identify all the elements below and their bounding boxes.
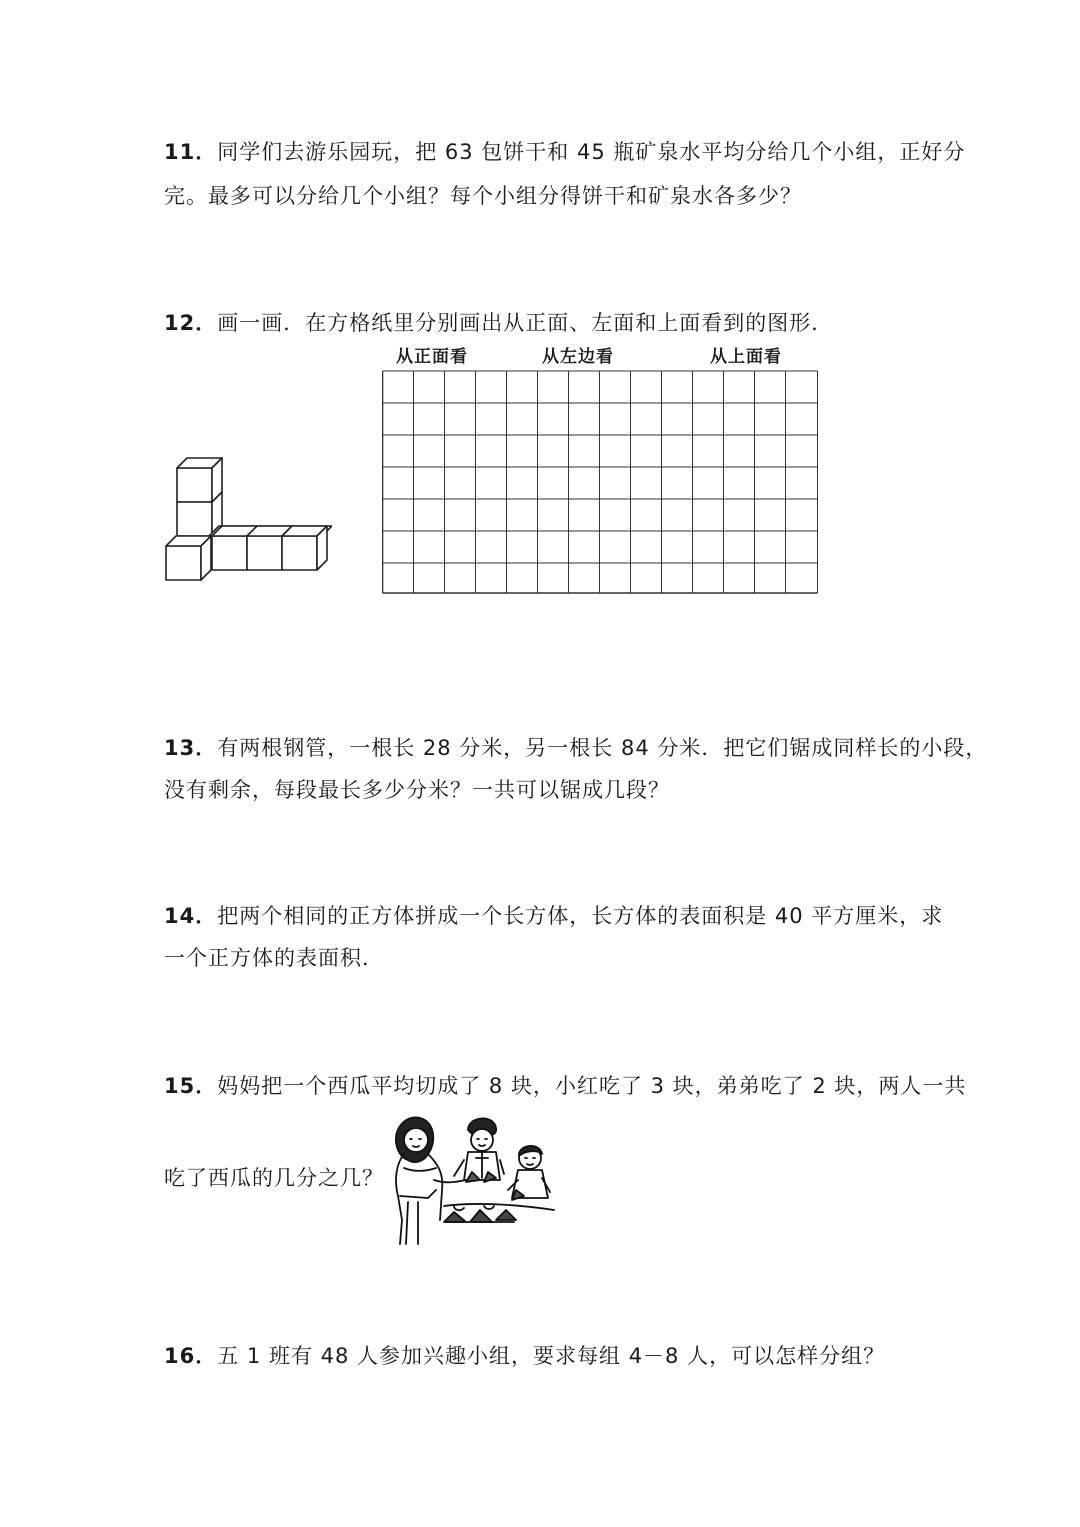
q14-number: 14． [164, 904, 218, 928]
q15-line-2: 吃了西瓜的几分之几？ [164, 1166, 384, 1190]
q13-line-1 [164, 733, 987, 763]
q13-text-1: 有两根钢管，一根长 28 分米，另一根长 84 分米．把它们锯成同样长的小段， [217, 736, 988, 760]
label-front-view: 从正面看 [396, 347, 468, 367]
q12-number: 12． [164, 311, 218, 335]
q14-line-2: 一个正方体的表面积． [164, 946, 384, 970]
q14-line-1 [164, 901, 943, 931]
q11-line-1 [164, 137, 965, 167]
q11-number: 11． [164, 140, 218, 164]
q12-text-1: 画一画．在方格纸里分别画出从正面、左面和上面看到的图形． [217, 311, 834, 335]
q12-line-1 [164, 308, 833, 338]
label-top-view: 从上面看 [710, 347, 782, 367]
q16-text-1: 五 1 班有 48 人参加兴趣小组，要求每组 4－8 人，可以怎样分组？ [217, 1344, 886, 1368]
q16-line-1 [164, 1341, 885, 1371]
label-left-view: 从左边看 [542, 347, 614, 367]
q15-text-1: 妈妈把一个西瓜平均切成了 8 块，小红吃了 3 块，弟弟吃了 2 块，两人一共 [217, 1074, 967, 1098]
drawing-grid-area [382, 340, 822, 600]
q11-text-1: 同学们去游乐园玩，把 63 包饼干和 45 瓶矿泉水平均分给几个小组，正好分 [217, 140, 966, 164]
family-eating-watermelon-illustration [384, 1110, 556, 1250]
square-grid-paper[interactable] [382, 368, 822, 598]
cube-stack-figure [160, 450, 332, 586]
q15-line-1 [164, 1071, 966, 1101]
q15-number: 15． [164, 1074, 218, 1098]
q13-number: 13． [164, 736, 218, 760]
q13-line-2: 没有剩余，每段最长多少分米？一共可以锯成几段？ [164, 778, 670, 802]
q14-text-1: 把两个相同的正方体拼成一个长方体，长方体的表面积是 40 平方厘米，求 [217, 904, 944, 928]
q16-number: 16． [164, 1344, 218, 1368]
q11-line-2: 完。最多可以分给几个小组？每个小组分得饼干和矿泉水各多少？ [164, 184, 802, 208]
